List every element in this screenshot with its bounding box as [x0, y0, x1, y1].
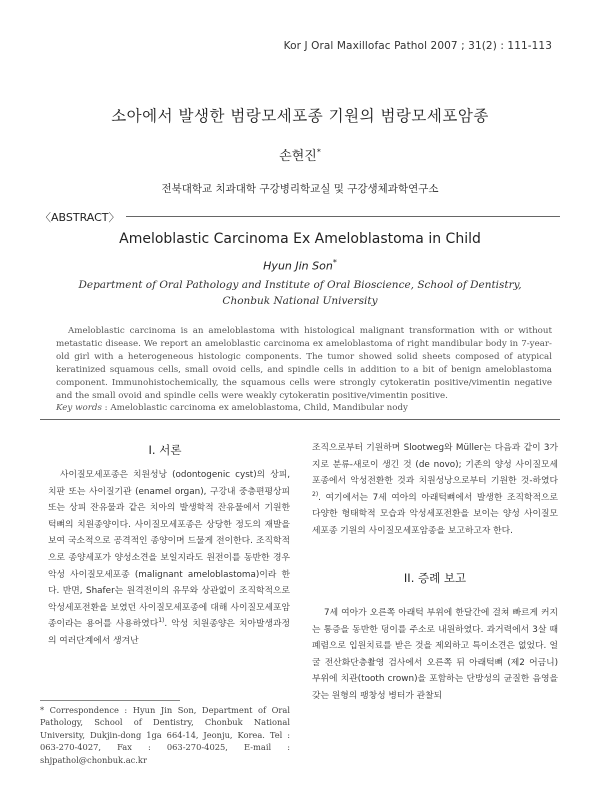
intro-cont-text-a: 조직으로부터 기원하며 Slootweg와 Müller는 다음과 같이 3가지로 분류-새로이 생긴 것 (de novo); 기존의 양성 사이질모세포종에서 악성전환한 것과 치원성낭으로부터 기원한 것-하였다 — [312, 443, 558, 487]
section-heading-introduction: I. 서론 — [148, 443, 182, 457]
english-author-mark: * — [332, 258, 337, 267]
abstract-bottom-rule — [40, 419, 560, 420]
korean-title: 소아에서 발생한 범랑모세포종 기원의 범랑모세포암종 — [111, 107, 489, 125]
footnote-rule — [40, 700, 180, 701]
english-affiliation-line2: Chonbuk National University — [222, 295, 378, 307]
keywords-text: Ameloblastic carcinoma ex ameloblastoma, Child, Mandibular nody — [110, 403, 408, 413]
intro-cont-ref: 2) — [312, 490, 319, 498]
right-column — [312, 440, 558, 540]
intro-continuation-paragraph — [312, 440, 558, 540]
english-author — [0, 258, 600, 273]
english-affiliation — [0, 277, 600, 309]
intro-ref: 1) — [158, 617, 165, 625]
keywords — [56, 403, 556, 413]
abstract-body: Ameloblastic carcinoma is an ameloblastoma with histological malignant transformation with or without metastatic disease. We report an ameloblastic carcinoma ex ameloblastoma of right mandibular body in 7-year-old girl with a heterogeneous histologic components. The tumor showed solid sheets composed of atypical keratinized squamous cells, small ovoid cells, and spindle cells in addition to a bit of benign ameloblastoma component. Immunohistochemically, the squamous cells were strongly cytokeratin positive/vimentin negative and the small ovoid and spindle cells were weakly cytokeratin positive/vimentin positive. — [56, 326, 552, 401]
intro-cont-text-b: . 여기에서는 7세 여아의 아래턱뼈에서 발생한 조직학적으로 다양한 형태학적 모습과 악성세포전환을 보이는 양성 사이질모세포종 기원의 사이질모세포암종을 보고하고자 한다. — [312, 492, 558, 536]
journal-header: Kor J Oral Maxillofac Pathol 2007 ; 31(2) : 111-113 — [283, 40, 552, 52]
case-report-column — [312, 605, 558, 705]
intro-text-a: 사이질모세포종은 치원성낭 (odontogenic cyst)의 상피, 치판 또는 사이질기관 (enamel organ), 구강내 중층편평상피 또는 상피 잔유물과 같은 치아의 발생학적 잔유물에서 기원한 턱뼈의 치원종양이다. 사이질모세포종은 상당한 정도의 재발을 보여 국소적으로 공격적인 종양이며 드물게 전이한다. 조직학적으로 종양세포가 양성소견을 보일지라도 원전이를 동반한 경우 악성 사이질모세포종 (malignant ameloblastoma)이라 한다. 반면, Shafer는 원격전이의 유무와 상관없이 조직학적으로 악성세포전환을 보였던 사이질모세포종에 대해 사이질모세포암종이라는 용어를 사용하였다 — [48, 470, 290, 630]
section-heading-case-report: II. 증례 보고 — [403, 571, 467, 585]
korean-affiliation: 전북대학교 치과대학 구강병리학교실 및 구강생체과학연구소 — [161, 183, 439, 195]
korean-author-mark: * — [316, 147, 321, 157]
korean-author — [0, 145, 600, 164]
left-column — [48, 467, 290, 650]
english-title: Ameloblastic Carcinoma Ex Ameloblastoma in Child — [119, 231, 481, 247]
case-report-paragraph: 7세 여아가 오른쪽 아래턱 부위에 한달간에 걸쳐 빠르게 커지는 통증을 동반한 덩이를 주소로 내원하였다. 과거력에서 3살 때 폐렴으로 입원치료를 받은 것을 제외하고 특이소견은 없었다. 얼굴 전산화단층촬영 검사에서 오른쪽 뒤 아래턱뼈 (제2 어금니) 부위에 치관(tooth crown)을 포함하는 단방성의 균질한 음영을 갖는 원형의 팽창성 병터가 관찰되 — [312, 608, 558, 701]
korean-author-name: 손현진 — [279, 149, 317, 164]
keywords-separator: : — [101, 403, 111, 413]
english-author-name: Hyun Jin Son — [263, 259, 333, 273]
english-affiliation-line1: Department of Oral Pathology and Institute of Oral Bioscience, School of Dentistry, — [78, 279, 522, 291]
keywords-label: Key words — [56, 403, 102, 413]
intro-paragraph — [48, 467, 290, 650]
correspondence-footnote: * Correspondence : Hyun Jin Son, Department of Oral Pathology, School of Dentistry, Chonbuk National University, Dukjin-dong 1ga 664-14, Jeonju, Korea. Tel : 063-270-4027, Fax : 063-270-4025, E-mail : shjpathol@chonbuk.ac.kr — [40, 705, 290, 765]
abstract-label: 〈ABSTRACT〉 — [40, 209, 126, 225]
intro-text-b: . 악성 치원종양은 치아발생과정의 여러단계에서 생겨난 — [48, 619, 290, 646]
